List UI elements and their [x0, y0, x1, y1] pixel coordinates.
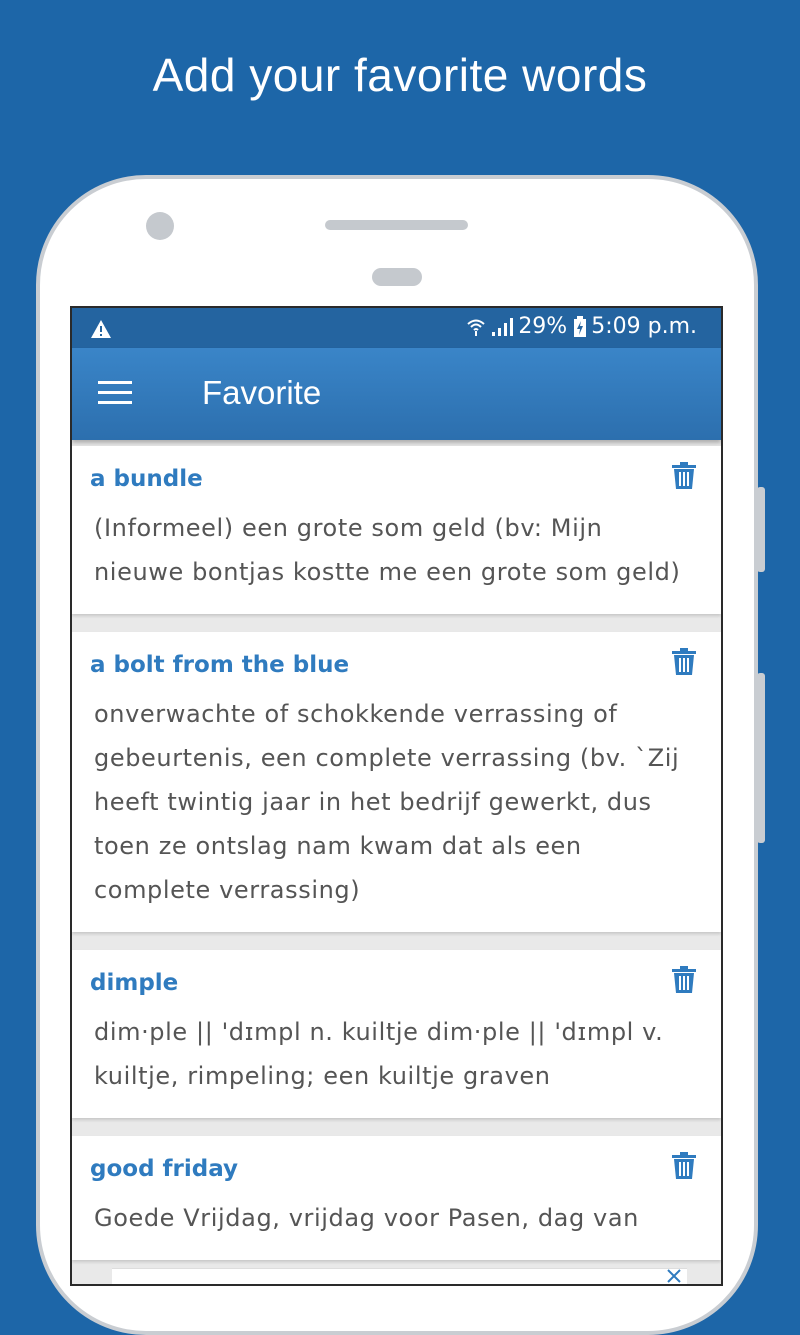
battery-charging-icon — [573, 316, 587, 338]
ad-close-icon[interactable] — [665, 1267, 683, 1285]
phone-camera — [146, 212, 174, 240]
favorite-word: a bundle — [90, 466, 203, 492]
phone-volume-button — [757, 487, 765, 572]
phone-power-button — [757, 673, 765, 843]
favorite-card[interactable] — [72, 632, 721, 932]
phone-speaker — [325, 220, 468, 230]
ad-banner[interactable] — [112, 1268, 687, 1286]
favorite-word: dimple — [90, 970, 179, 996]
hamburger-menu-icon[interactable] — [98, 381, 132, 407]
favorite-definition: (Informeel) een grote som geld (bv: Mijn nieuwe bontjas kostte me een grote som geld) — [94, 514, 681, 586]
favorite-card[interactable] — [72, 446, 721, 614]
warning-icon — [90, 319, 112, 339]
favorite-definition: onverwachte of schokkende verrassing of gebeurtenis, een complete verrassing (bv. `Zij heeft twintig jaar in het bedrijf gewerkt, dus toen ze ontslag nam kwam dat als een complete verrassing) — [94, 700, 680, 904]
delete-trash-icon[interactable] — [671, 462, 697, 490]
favorite-definition: dim·ple || 'dɪmpl n. kuiltje dim·ple || 'dɪmpl v. kuiltje, rimpeling; een kuiltje graven — [94, 1018, 664, 1090]
phone-sensor — [372, 268, 422, 286]
delete-trash-icon[interactable] — [671, 648, 697, 676]
favorites-list — [72, 446, 721, 1278]
wifi-icon — [466, 317, 486, 337]
app-bar-title: Favorite — [202, 374, 322, 411]
favorite-definition: Goede Vrijdag, vrijdag voor Pasen, dag van — [94, 1204, 639, 1232]
phone-screen — [70, 306, 723, 1286]
promo-headline: Add your favorite words — [152, 49, 648, 101]
status-bar — [72, 308, 721, 348]
favorite-card[interactable] — [72, 1136, 721, 1260]
delete-trash-icon[interactable] — [671, 966, 697, 994]
favorite-card[interactable] — [72, 950, 721, 1118]
delete-trash-icon[interactable] — [671, 1152, 697, 1180]
favorite-word: good friday — [90, 1156, 239, 1182]
status-time: 5:09 p.m. — [591, 314, 697, 339]
favorite-word: a bolt from the blue — [90, 652, 350, 678]
signal-icon — [490, 317, 514, 337]
battery-percent: 29% — [518, 314, 568, 339]
app-bar — [72, 348, 721, 440]
